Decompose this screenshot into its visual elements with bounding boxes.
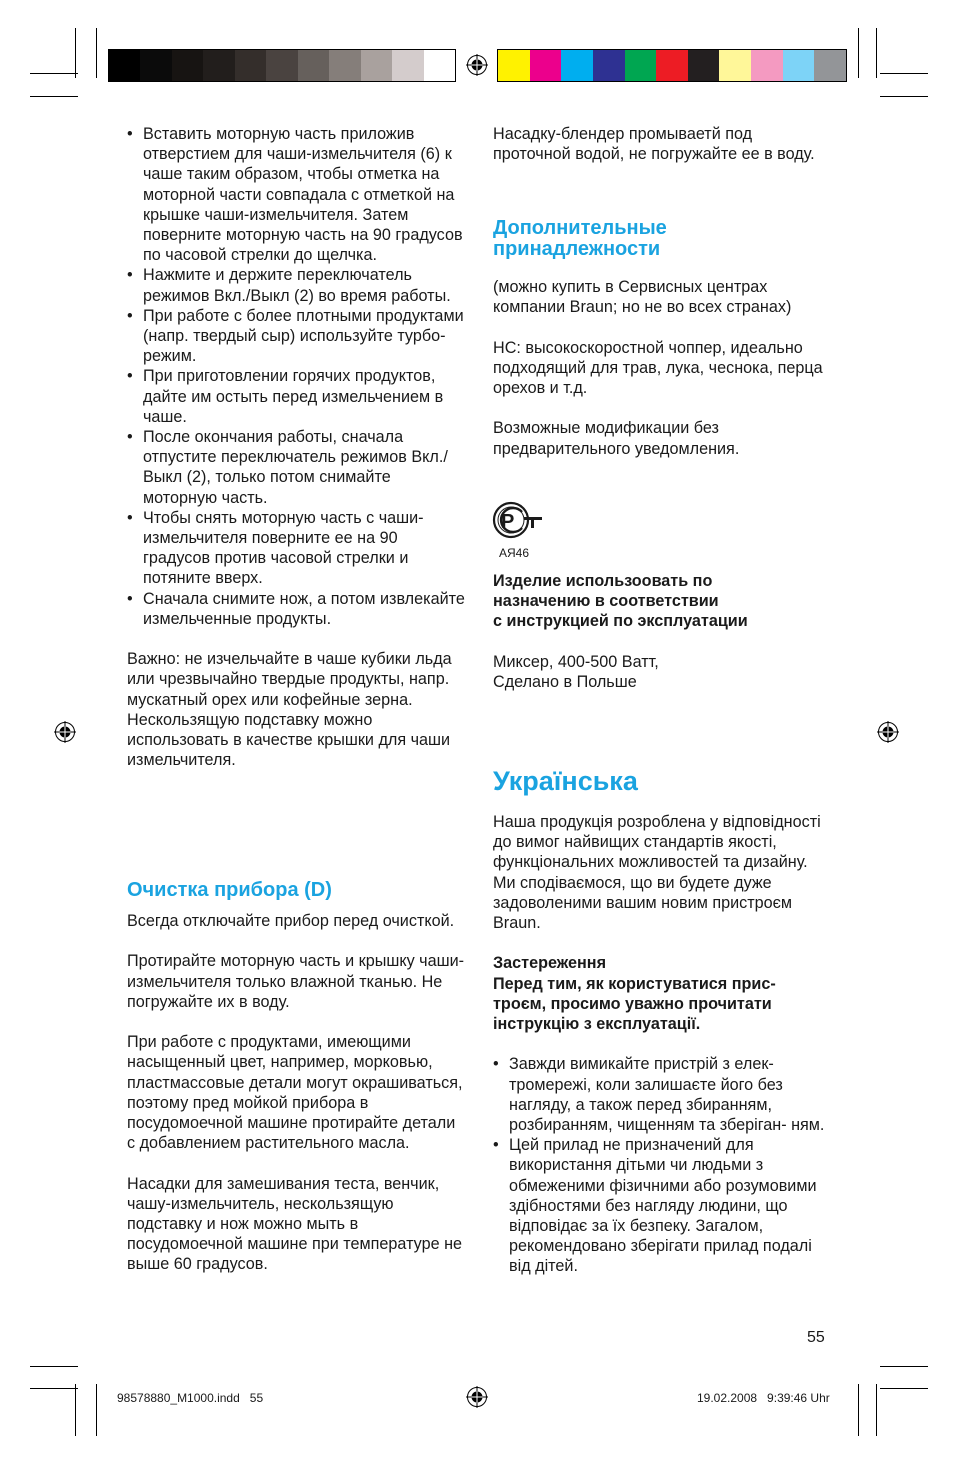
warning-text: Перед тим, як користуватися прис- троєм, просимо уважно прочитати інструкцію з експлуатації. [493,974,776,1034]
accessories-heading: Дополнительные принадлежности [493,217,667,260]
list-item: • Нажмите и держите переключатель режимов Вкл./Выкл (2) во время работы. [127,265,465,305]
left-column [127,124,465,770]
crop-mark [876,28,877,78]
usage-notice [493,571,838,632]
usage-notice-line: с инструкцией по эксплуатации [493,612,748,631]
crop-mark [75,28,76,78]
mixer-spec: Миксер, 400-500 Ватт, [493,653,659,671]
nonslip-note: Нескользящую подставку можно использовать в качестве крышки для чаши измельчителя. [127,710,451,770]
color-swatch [392,50,423,81]
hc-description: HC: высокоскоростной чоппер, идеально подходящий для трав, лука, чеснока, перца орехов и т.д. [493,338,823,397]
color-swatch [656,50,688,81]
footer-filename: 98578880_M1000.indd 55 [117,1391,264,1405]
gray-color-strip [108,49,456,82]
cleaning-paragraph: Насадки для замешивания теста, венчик, чашу-измельчитель, нескользящую подставку и нож можно мыть в посудомоечной машине при температуре не выше 60 градусов. [127,1174,463,1274]
list-item: • Вставить моторную часть приложив отверстием для чаши-измельчителя (6) к чаше таким образом, чтобы отметка на моторной части совпадала с отметкой на крышке чаши-измельчителя. Затем поверните моторную часть на 90 градусов по часовой стрелки до щелчка. [127,124,465,265]
color-swatch [530,50,562,81]
list-item: • При работе с более плотными продуктами (напр. твердый сыр) используйте турбо-режим. [127,306,465,367]
product-info [493,652,838,692]
important-note: Важно: не изчельчайте в чаше кубики льда или чрезвычайно твердые продукты, напр. мускатный орех или кофейные зерна. [127,650,452,709]
color-swatch [625,50,657,81]
color-swatch [109,50,140,81]
footer-timestamp: 19.02.2008 9:39:46 Uhr [697,1391,830,1405]
list-item: • Цей прилад не призначений для використання дітьми чи людьми з обмеженими фізичними або розумовими здібностями без нагляду людини, що відповідає за їх безпеку. Загалом, рекомендовано зберігати прилад подалі від дітей. [493,1135,828,1276]
pct-certification-icon [492,500,544,540]
ukrainian-intro: Наша продукція розроблена у відповідності до вимог найвищих стандартів якості, функціональних можливостей та дизайну. Ми сподіваємося, що ви будете дуже задоволеними вашим новим пристроєм Braun. [493,813,821,933]
accessories-note: (можно купить в Сервисных центрах компании Braun; но не во всех странах) [493,278,792,317]
ukrainian-section [493,812,828,1277]
list-item: • Сначала снимите нож, а потом извлекайте измельченные продукты. [127,589,465,629]
cleaning-paragraph: Протирайте моторную часть и крышку чаши-измельчителя только влажной тканью. Не погружайте их в воду. [127,952,465,1011]
color-swatch [498,50,530,81]
cleaning-section [127,911,465,1275]
crop-mark [880,1366,928,1367]
color-swatch [424,50,455,81]
registration-mark-icon [466,1386,488,1408]
crop-mark [858,1384,859,1436]
color-swatch [593,50,625,81]
crop-mark [75,1384,76,1436]
usage-notice-line: Изделие использоовать по [493,572,713,590]
crop-mark [30,73,78,74]
made-in: Сделано в Польше [493,673,637,692]
color-swatch [751,50,783,81]
crop-mark [30,96,78,97]
crop-mark [880,96,928,97]
cleaning-heading: Очистка прибора (D) [127,879,332,901]
registration-mark-icon [54,721,76,743]
svg-text:P: P [501,511,515,533]
crop-mark [858,28,859,78]
modifications-note: Возможные модификации без предварительного уведомления. [493,419,740,458]
registration-mark-icon [877,721,899,743]
ukrainian-list [493,1054,828,1276]
ukrainian-heading: Українська [493,766,638,796]
color-swatch [329,50,360,81]
color-swatch [783,50,815,81]
usage-notice-line: назначению в соответствии [493,592,719,611]
process-color-strip [497,49,847,82]
list-item: • Завжди вимикайте пристрій з елек- тромережі, коли залишаєте його без нагляду, а також перед збиранням, розбиранням, чищенням та зберіган- ням. [493,1054,828,1135]
blender-paragraph-block [493,124,828,164]
list-item: • При приготовлении горячих продуктов, дайте им остыть перед измельчением в чаше. [127,366,465,427]
color-swatch [688,50,720,81]
color-swatch [814,50,846,81]
color-swatch [266,50,297,81]
color-swatch [361,50,392,81]
crop-mark [30,1366,78,1367]
color-swatch [235,50,266,81]
list-item: • После окончания работы, сначала отпустите переключатель режимов Вкл./Выкл (2), только потом снимайте моторную часть. [127,427,465,508]
blender-paragraph: Насадку-блендер промываетй под проточной водой, не погружайте ее в воду. [493,125,815,164]
crop-mark [96,1384,97,1436]
cleaning-paragraph: При работе с продуктами, имеющими насыщенный цвет, например, морковью, пластмассовые детали могут окрашиваться, поэтому пред мойкой прибора в посудомоечной машине протирайте детали с добавлением растительного масла. [127,1033,463,1153]
crop-mark [30,1388,78,1389]
color-swatch [561,50,593,81]
instruction-list [127,124,465,629]
crop-mark [880,1388,928,1389]
page-number: 55 [807,1329,825,1346]
crop-mark [880,73,928,74]
certification-logo [492,500,544,558]
warning-title: Застереження [493,954,607,973]
list-item: • Чтобы снять моторную часть с чаши-измельчителя поверните ее на 90 градусов против часовой стрелки и потяните вверх. [127,508,465,589]
cleaning-paragraph: Всегда отключайте прибор перед очисткой. [127,912,455,930]
crop-mark [876,1384,877,1436]
color-swatch [203,50,234,81]
crop-mark [96,28,97,78]
accessories-section [493,277,838,459]
color-swatch [719,50,751,81]
registration-mark-icon [466,54,488,76]
color-swatch [172,50,203,81]
color-swatch [140,50,171,81]
certification-code: АЯ46 [499,546,530,560]
color-swatch [298,50,329,81]
